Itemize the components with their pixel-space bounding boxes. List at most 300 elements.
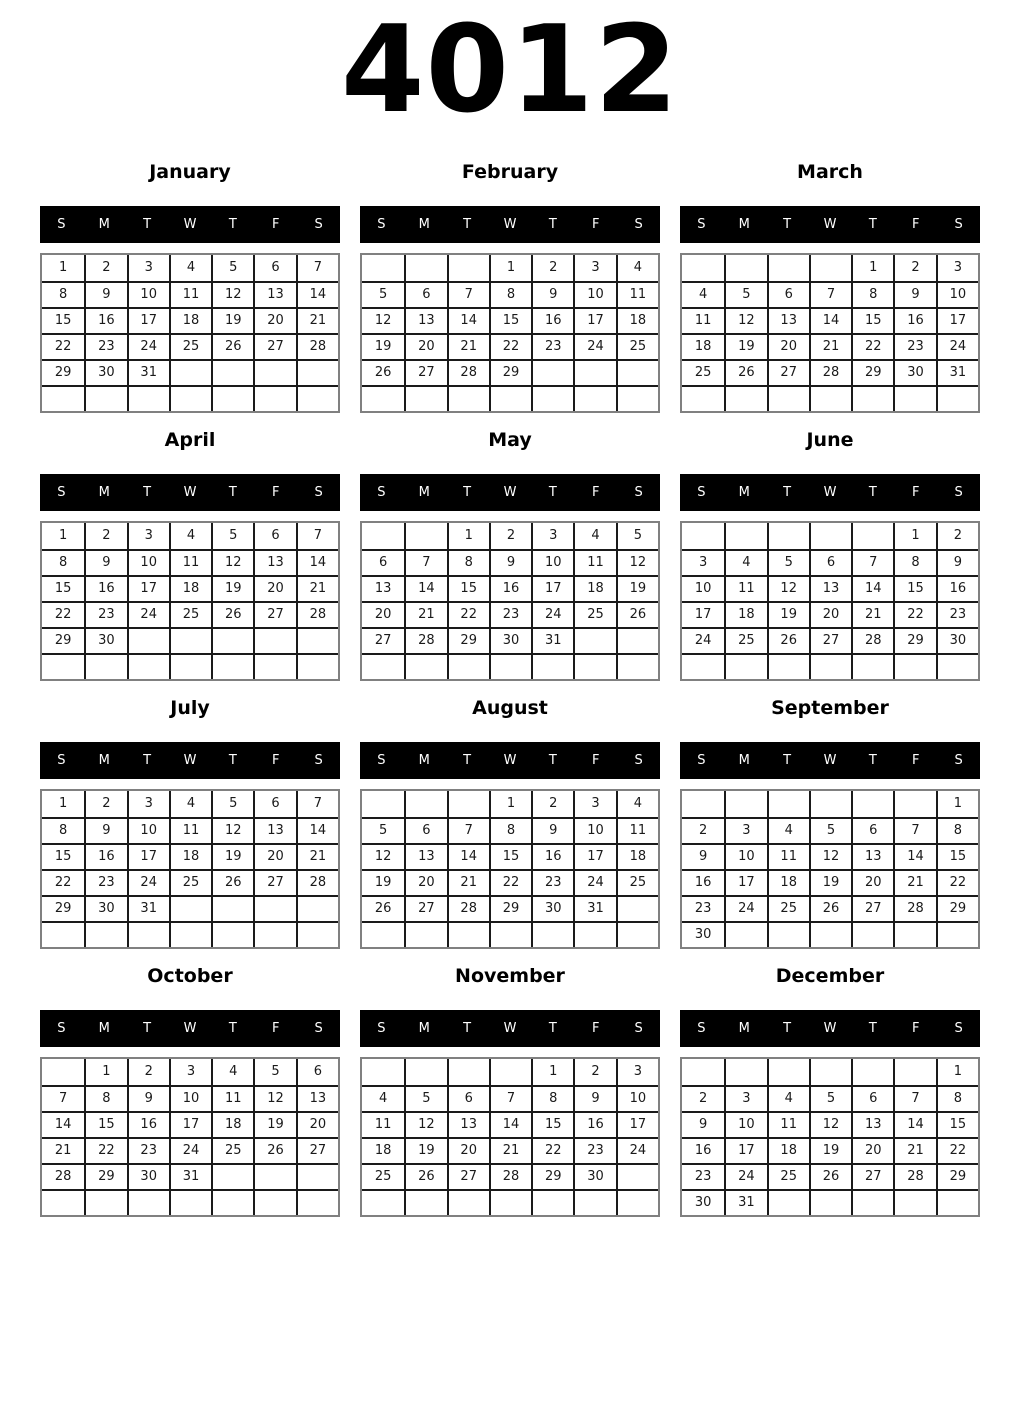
day-cell: 9	[531, 281, 573, 307]
weekday-label: T	[548, 1020, 557, 1036]
day-cell: 4	[767, 817, 809, 843]
month-table	[362, 791, 658, 947]
day-cell: 30	[682, 1189, 724, 1215]
day-cell: 20	[767, 333, 809, 359]
empty-cell	[296, 359, 338, 385]
day-cell: 21	[447, 333, 489, 359]
week-row	[362, 601, 658, 627]
day-cell: 14	[296, 549, 338, 575]
weekday-header	[40, 206, 340, 243]
day-cell: 9	[489, 549, 531, 575]
month-grid	[40, 1057, 340, 1217]
day-cell: 17	[616, 1111, 658, 1137]
empty-cell	[616, 895, 658, 921]
day-cell: 17	[724, 869, 766, 895]
month-table	[362, 1059, 658, 1215]
weekday-label: S	[57, 1020, 66, 1036]
day-cell: 19	[211, 307, 253, 333]
day-cell: 8	[84, 1085, 126, 1111]
week-row	[362, 843, 658, 869]
day-cell: 7	[296, 523, 338, 549]
weekday-label: M	[738, 216, 750, 232]
day-cell: 7	[296, 255, 338, 281]
day-cell: 21	[296, 307, 338, 333]
weekday-label: W	[503, 1020, 517, 1036]
day-cell: 23	[531, 869, 573, 895]
day-cell: 1	[893, 523, 935, 549]
empty-cell	[447, 1189, 489, 1215]
empty-cell	[851, 385, 893, 411]
day-cell: 2	[682, 817, 724, 843]
empty-cell	[616, 1189, 658, 1215]
empty-cell	[531, 359, 573, 385]
day-cell: 10	[127, 817, 169, 843]
day-cell: 14	[447, 843, 489, 869]
day-cell: 22	[489, 333, 531, 359]
month-grid	[680, 1057, 980, 1217]
weekday-label: F	[591, 216, 600, 232]
day-cell: 6	[809, 549, 851, 575]
weekday-label: T	[463, 484, 472, 500]
empty-cell	[682, 255, 724, 281]
week-row	[362, 1111, 658, 1137]
day-cell: 21	[893, 869, 935, 895]
day-cell: 19	[362, 869, 404, 895]
weekday-label: S	[697, 216, 706, 232]
day-cell: 5	[767, 549, 809, 575]
day-cell: 28	[851, 627, 893, 653]
month-table	[42, 791, 338, 947]
day-cell: 11	[616, 817, 658, 843]
day-cell: 31	[573, 895, 615, 921]
month-table	[42, 523, 338, 679]
day-cell: 15	[42, 307, 84, 333]
empty-cell	[809, 1059, 851, 1085]
weekday-label: S	[314, 1020, 323, 1036]
month-name: December	[775, 964, 885, 987]
week-row	[682, 333, 978, 359]
day-cell: 1	[59, 796, 68, 812]
month-table	[682, 791, 978, 947]
week-row	[42, 307, 338, 333]
day-cell: 16	[84, 843, 126, 869]
week-row	[682, 601, 978, 627]
day-cell: 16	[531, 307, 573, 333]
day-cell: 25	[724, 627, 766, 653]
weekday-label: W	[503, 752, 517, 768]
day-cell: 17	[724, 1137, 766, 1163]
day-cell: 5	[362, 817, 404, 843]
week-row	[682, 791, 978, 817]
week-row	[682, 817, 978, 843]
day-cell: 23	[489, 601, 531, 627]
day-cell: 6	[253, 791, 295, 817]
weekday-label: S	[377, 752, 386, 768]
week-row	[362, 575, 658, 601]
day-cell: 14	[447, 307, 489, 333]
day-cell: 15	[936, 843, 978, 869]
weekday-header	[360, 206, 660, 243]
weekday-label: T	[463, 216, 472, 232]
month-table	[682, 255, 978, 411]
day-cell: 26	[767, 627, 809, 653]
day-cell: 22	[84, 1137, 126, 1163]
empty-cell	[127, 921, 169, 947]
weekday-label: S	[314, 216, 323, 232]
empty-cell	[42, 1189, 84, 1215]
day-cell: 29	[531, 1163, 573, 1189]
day-cell: 11	[767, 1111, 809, 1137]
month-name: November	[455, 964, 565, 987]
day-cell: 21	[893, 1137, 935, 1163]
empty-cell	[404, 523, 446, 549]
day-cell: 6	[362, 549, 404, 575]
weekday-label: T	[868, 484, 877, 500]
day-cell: 9	[893, 281, 935, 307]
day-cell: 18	[169, 307, 211, 333]
day-cell: 18	[169, 843, 211, 869]
empty-cell	[809, 523, 851, 549]
day-cell: 3	[169, 1059, 211, 1085]
day-cell: 13	[404, 843, 446, 869]
week-row	[42, 817, 338, 843]
week-row	[42, 549, 338, 575]
week-row	[682, 359, 978, 385]
weekday-label: S	[634, 752, 643, 768]
weekday-label: M	[418, 752, 430, 768]
day-cell: 7	[296, 791, 338, 817]
day-cell: 7	[851, 549, 893, 575]
day-cell: 29	[936, 1163, 978, 1189]
empty-cell	[211, 359, 253, 385]
day-cell: 30	[84, 627, 126, 653]
day-cell: 7	[447, 281, 489, 307]
week-row	[42, 627, 338, 653]
empty-cell	[489, 385, 531, 411]
day-cell: 11	[616, 281, 658, 307]
day-cell: 11	[169, 817, 211, 843]
empty-cell	[489, 653, 531, 679]
month-january	[40, 162, 340, 413]
day-cell: 27	[362, 627, 404, 653]
weekday-label: S	[377, 216, 386, 232]
day-cell: 14	[42, 1111, 84, 1137]
empty-cell	[127, 653, 169, 679]
day-cell: 26	[211, 869, 253, 895]
empty-cell	[404, 653, 446, 679]
day-cell: 17	[682, 601, 724, 627]
day-cell: 25	[169, 333, 211, 359]
week-row	[362, 921, 658, 947]
day-cell: 2	[84, 791, 126, 817]
month-name: February	[461, 160, 559, 183]
day-cell: 21	[404, 601, 446, 627]
day-cell: 10	[724, 1111, 766, 1137]
empty-cell	[724, 523, 766, 549]
empty-cell	[362, 255, 404, 281]
empty-cell	[169, 359, 211, 385]
empty-cell	[127, 627, 169, 653]
empty-cell	[767, 653, 809, 679]
day-cell: 9	[936, 549, 978, 575]
day-cell: 3	[127, 791, 169, 817]
day-cell: 10	[573, 817, 615, 843]
day-cell: 25	[767, 895, 809, 921]
weekday-header	[40, 742, 340, 779]
day-cell: 12	[809, 1111, 851, 1137]
day-cell: 24	[573, 869, 615, 895]
day-cell: 17	[573, 307, 615, 333]
empty-cell	[296, 627, 338, 653]
empty-cell	[296, 385, 338, 411]
weekday-label: W	[503, 484, 517, 500]
day-cell: 23	[84, 601, 126, 627]
weekday-label: S	[954, 752, 963, 768]
week-row	[42, 333, 338, 359]
day-cell: 12	[809, 843, 851, 869]
day-cell: 30	[531, 895, 573, 921]
day-cell: 17	[127, 843, 169, 869]
weekday-label: T	[783, 484, 792, 500]
week-row	[682, 1137, 978, 1163]
week-row	[42, 601, 338, 627]
week-row	[362, 307, 658, 333]
weekday-header	[680, 474, 980, 511]
month-table	[362, 255, 658, 411]
weekday-label: T	[463, 1020, 472, 1036]
day-cell: 31	[531, 627, 573, 653]
day-cell: 8	[893, 549, 935, 575]
day-cell: 20	[851, 1137, 893, 1163]
day-cell: 10	[573, 281, 615, 307]
weekday-label: S	[634, 1020, 643, 1036]
empty-cell	[767, 921, 809, 947]
empty-cell	[404, 385, 446, 411]
weekday-label: M	[738, 1020, 750, 1036]
weekday-label: T	[868, 1020, 877, 1036]
day-cell: 7	[447, 817, 489, 843]
day-cell: 16	[682, 1137, 724, 1163]
week-row	[42, 1137, 338, 1163]
weekday-label: S	[57, 216, 66, 232]
day-cell: 31	[724, 1189, 766, 1215]
day-cell: 28	[489, 1163, 531, 1189]
month-december	[680, 966, 980, 1217]
day-cell: 8	[531, 1085, 573, 1111]
weekday-label: M	[418, 484, 430, 500]
day-cell: 21	[809, 333, 851, 359]
empty-cell	[936, 921, 978, 947]
day-cell: 10	[616, 1085, 658, 1111]
week-row	[362, 333, 658, 359]
day-cell: 26	[362, 359, 404, 385]
empty-cell	[489, 1189, 531, 1215]
empty-cell	[809, 921, 851, 947]
day-cell: 10	[682, 575, 724, 601]
day-cell: 27	[253, 601, 295, 627]
weekday-label: S	[57, 752, 66, 768]
month-grid	[360, 253, 660, 413]
week-row	[682, 523, 978, 549]
month-grid	[40, 253, 340, 413]
day-cell: 24	[531, 601, 573, 627]
day-cell: 6	[447, 1085, 489, 1111]
week-row	[362, 549, 658, 575]
empty-cell	[767, 385, 809, 411]
day-cell: 28	[296, 869, 338, 895]
day-cell: 22	[447, 601, 489, 627]
empty-cell	[253, 1189, 295, 1215]
week-row	[682, 281, 978, 307]
month-grid	[40, 521, 340, 681]
empty-cell	[404, 791, 446, 817]
empty-cell	[936, 385, 978, 411]
empty-cell	[616, 921, 658, 947]
day-cell: 23	[573, 1137, 615, 1163]
day-cell: 18	[211, 1111, 253, 1137]
day-cell: 4	[362, 1085, 404, 1111]
empty-cell	[893, 653, 935, 679]
day-cell: 28	[447, 895, 489, 921]
weekday-label: T	[868, 752, 877, 768]
day-cell: 29	[936, 895, 978, 921]
month-may	[360, 430, 660, 681]
day-cell: 19	[767, 601, 809, 627]
empty-cell	[211, 1163, 253, 1189]
day-cell: 1	[489, 255, 531, 281]
weekday-label: S	[634, 216, 643, 232]
week-row	[42, 869, 338, 895]
empty-cell	[767, 255, 809, 281]
week-row	[362, 1163, 658, 1189]
empty-cell	[809, 1189, 851, 1215]
empty-cell	[169, 1189, 211, 1215]
day-cell: 6	[253, 523, 295, 549]
empty-cell	[211, 895, 253, 921]
weekday-label: T	[228, 216, 237, 232]
day-cell: 11	[682, 307, 724, 333]
day-cell: 29	[489, 895, 531, 921]
day-cell: 14	[893, 1111, 935, 1137]
day-cell: 28	[42, 1163, 84, 1189]
day-cell: 15	[447, 575, 489, 601]
weekday-header	[40, 474, 340, 511]
day-cell: 27	[851, 895, 893, 921]
empty-cell	[851, 1189, 893, 1215]
day-cell: 4	[211, 1059, 253, 1085]
day-cell: 3	[724, 817, 766, 843]
empty-cell	[851, 791, 893, 817]
day-cell: 7	[489, 1085, 531, 1111]
month-name: September	[771, 696, 889, 719]
month-april	[40, 430, 340, 681]
empty-cell	[404, 1189, 446, 1215]
day-cell: 5	[724, 281, 766, 307]
empty-cell	[211, 921, 253, 947]
day-cell: 1	[84, 1059, 126, 1085]
empty-cell	[724, 255, 766, 281]
empty-cell	[893, 921, 935, 947]
weekday-header	[40, 1010, 340, 1047]
weekday-label: F	[911, 1020, 920, 1036]
empty-cell	[127, 385, 169, 411]
day-cell: 11	[169, 549, 211, 575]
day-cell: 29	[84, 1163, 126, 1189]
empty-cell	[724, 653, 766, 679]
day-cell: 26	[211, 601, 253, 627]
day-cell: 8	[936, 817, 978, 843]
day-cell: 4	[767, 1085, 809, 1111]
empty-cell	[893, 385, 935, 411]
day-cell: 25	[211, 1137, 253, 1163]
day-cell: 30	[936, 627, 978, 653]
day-cell: 12	[616, 549, 658, 575]
day-cell: 16	[893, 307, 935, 333]
month-name: August	[472, 696, 548, 719]
week-row	[682, 549, 978, 575]
day-cell: 28	[809, 359, 851, 385]
day-cell: 31	[127, 895, 169, 921]
day-cell: 20	[296, 1111, 338, 1137]
day-cell: 22	[531, 1137, 573, 1163]
day-cell: 2	[531, 791, 573, 817]
day-cell: 4	[724, 549, 766, 575]
month-table	[42, 255, 338, 411]
day-cell: 23	[127, 1137, 169, 1163]
day-cell: 6	[253, 255, 295, 281]
weekday-label: T	[783, 752, 792, 768]
day-cell: 16	[936, 575, 978, 601]
weekday-label: T	[228, 1020, 237, 1036]
day-cell: 15	[851, 307, 893, 333]
weekday-label: M	[738, 752, 750, 768]
month-february	[360, 162, 660, 413]
day-cell: 18	[573, 575, 615, 601]
weekday-label: F	[911, 752, 920, 768]
empty-cell	[936, 1189, 978, 1215]
day-cell: 14	[296, 281, 338, 307]
day-cell: 7	[893, 1085, 935, 1111]
empty-cell	[362, 791, 404, 817]
month-name: March	[797, 160, 863, 183]
empty-cell	[447, 653, 489, 679]
day-cell: 21	[42, 1137, 84, 1163]
week-row	[42, 1085, 338, 1111]
year-title: 4012	[341, 1, 679, 140]
day-cell: 12	[211, 817, 253, 843]
day-cell: 22	[42, 333, 84, 359]
day-cell: 12	[724, 307, 766, 333]
day-cell: 23	[84, 869, 126, 895]
empty-cell	[616, 1163, 658, 1189]
day-cell: 5	[809, 1085, 851, 1111]
weekday-label: M	[98, 484, 110, 500]
day-cell: 19	[616, 575, 658, 601]
week-row	[682, 255, 978, 281]
empty-cell	[809, 385, 851, 411]
day-cell: 19	[211, 843, 253, 869]
empty-cell	[362, 385, 404, 411]
empty-cell	[169, 895, 211, 921]
day-cell: 8	[42, 549, 84, 575]
day-cell: 5	[362, 281, 404, 307]
empty-cell	[362, 653, 404, 679]
day-cell: 17	[127, 307, 169, 333]
day-cell: 9	[531, 817, 573, 843]
week-row	[682, 653, 978, 679]
day-cell: 24	[616, 1137, 658, 1163]
weekday-header	[360, 742, 660, 779]
